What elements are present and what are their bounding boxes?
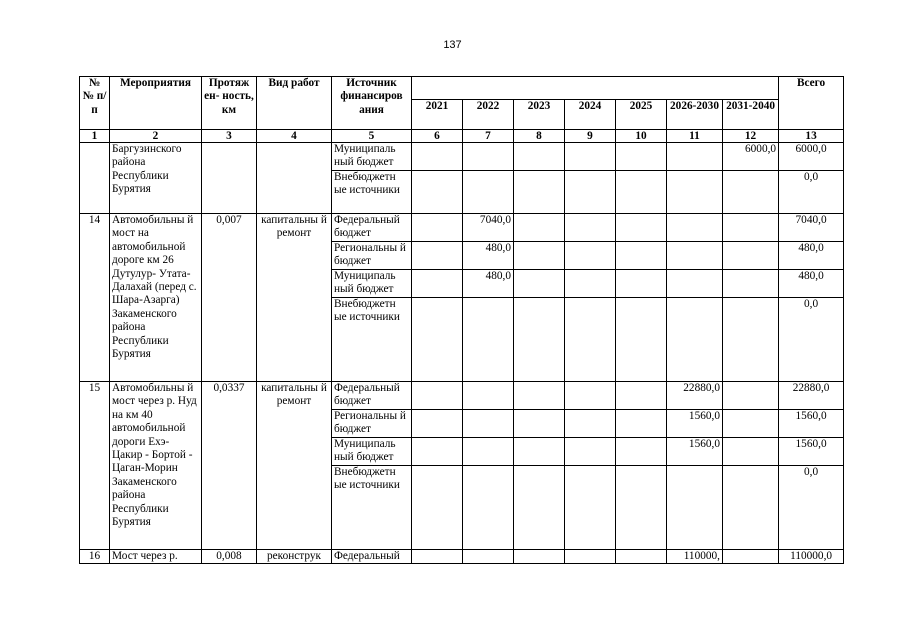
table-row (80, 550, 844, 564)
funding-source-cell: Муниципаль ный бюджет (332, 270, 412, 298)
header-work: Вид работ (257, 77, 332, 130)
value-cell (412, 171, 463, 214)
value-cell (412, 410, 463, 438)
value-cell (616, 214, 667, 242)
value-cell (514, 143, 565, 171)
value-cell (616, 171, 667, 214)
work-type-cell: капитальны й ремонт (257, 382, 332, 550)
value-cell (616, 550, 667, 564)
header-years-group (412, 77, 779, 100)
column-number: 8 (514, 130, 565, 143)
work-type-cell: реконструк (257, 550, 332, 564)
value-cell (667, 242, 723, 270)
value-cell (514, 270, 565, 298)
value-cell: 1560,0 (667, 438, 723, 466)
value-cell (463, 382, 514, 410)
column-number: 5 (332, 130, 412, 143)
value-cell (667, 466, 723, 550)
total-cell: 22880,0 (779, 382, 844, 410)
work-type-cell (257, 143, 332, 214)
value-cell (412, 382, 463, 410)
value-cell (463, 171, 514, 214)
header-event: Мероприятия (110, 77, 202, 130)
value-cell (463, 298, 514, 382)
value-cell (514, 466, 565, 550)
value-cell (412, 270, 463, 298)
value-cell (565, 214, 616, 242)
column-number: 3 (202, 130, 257, 143)
item-number-cell: 16 (80, 550, 110, 564)
header-source: Источник финансиров ания (332, 77, 412, 130)
value-cell: 480,0 (463, 242, 514, 270)
event-cell: Автомобильны й мост на автомобильной дороге км 26 Дутулур- Утата-Далахай (перед с. Шара-Азарга) Закаменского района Республики Бурятия (110, 214, 202, 382)
length-cell: 0,0337 (202, 382, 257, 550)
value-cell (616, 143, 667, 171)
value-cell (514, 171, 565, 214)
value-cell (514, 214, 565, 242)
value-cell (667, 214, 723, 242)
total-cell: 0,0 (779, 466, 844, 550)
value-cell (412, 143, 463, 171)
value-cell (514, 550, 565, 564)
funding-source-cell: Внебюджетн ые источники (332, 171, 412, 214)
value-cell (565, 438, 616, 466)
value-cell (463, 466, 514, 550)
funding-source-cell: Муниципаль ный бюджет (332, 438, 412, 466)
value-cell (514, 298, 565, 382)
header-year: 2025 (616, 100, 667, 130)
total-cell: 0,0 (779, 298, 844, 382)
total-cell: 110000,0 (779, 550, 844, 564)
value-cell (616, 410, 667, 438)
column-number: 11 (667, 130, 723, 143)
work-type-cell: капитальны й ремонт (257, 214, 332, 382)
event-cell: Автомобильны й мост через р. Нуд на км 40 автомобильной дороги Ехэ- Цакир - Бортой - Цаган-Морин Закаменского района Республики Бурятия (110, 382, 202, 550)
value-cell (723, 270, 779, 298)
funding-source-cell: Внебюджетн ые источники (332, 298, 412, 382)
value-cell (565, 171, 616, 214)
funding-source-cell: Региональны й бюджет (332, 410, 412, 438)
value-cell (514, 438, 565, 466)
value-cell (463, 438, 514, 466)
column-number-row (80, 130, 844, 143)
value-cell (723, 410, 779, 438)
value-cell (616, 242, 667, 270)
funding-source-cell: Федеральный бюджет (332, 214, 412, 242)
value-cell (412, 242, 463, 270)
value-cell (616, 382, 667, 410)
column-number: 12 (723, 130, 779, 143)
value-cell (463, 550, 514, 564)
total-cell: 480,0 (779, 242, 844, 270)
header-year: 2021 (412, 100, 463, 130)
length-cell: 0,008 (202, 550, 257, 564)
column-number: 2 (110, 130, 202, 143)
value-cell (514, 410, 565, 438)
column-number: 6 (412, 130, 463, 143)
header-year: 2023 (514, 100, 565, 130)
funding-source-cell: Региональны й бюджет (332, 242, 412, 270)
funding-source-cell: Внебюджетн ые источники (332, 466, 412, 550)
length-cell (202, 143, 257, 214)
table-body (80, 143, 844, 564)
value-cell (565, 298, 616, 382)
value-cell (514, 242, 565, 270)
header-row (80, 77, 844, 100)
value-cell (565, 466, 616, 550)
value-cell (565, 382, 616, 410)
value-cell (463, 410, 514, 438)
value-cell (565, 242, 616, 270)
item-number-cell (80, 143, 110, 214)
column-number: 7 (463, 130, 514, 143)
value-cell (463, 143, 514, 171)
table-row (80, 143, 844, 171)
value-cell (514, 382, 565, 410)
funding-source-cell: Федеральный бюджет (332, 382, 412, 410)
value-cell (667, 270, 723, 298)
value-cell (723, 382, 779, 410)
value-cell (667, 171, 723, 214)
column-number: 9 (565, 130, 616, 143)
header-year: 2022 (463, 100, 514, 130)
value-cell (723, 466, 779, 550)
value-cell: 7040,0 (463, 214, 514, 242)
value-cell (616, 270, 667, 298)
value-cell (616, 466, 667, 550)
header-total: Всего (779, 77, 844, 130)
value-cell (412, 466, 463, 550)
value-cell: 480,0 (463, 270, 514, 298)
page-number: 137 (443, 39, 462, 51)
value-cell (723, 550, 779, 564)
item-number-cell: 14 (80, 214, 110, 382)
value-cell (565, 410, 616, 438)
value-cell: 110000, (667, 550, 723, 564)
header-year: 2024 (565, 100, 616, 130)
funding-source-cell: Муниципаль ный бюджет (332, 143, 412, 171)
financing-table (79, 76, 844, 564)
value-cell: 22880,0 (667, 382, 723, 410)
value-cell (616, 438, 667, 466)
total-cell: 6000,0 (779, 143, 844, 171)
value-cell: 6000,0 (723, 143, 779, 171)
total-cell: 1560,0 (779, 438, 844, 466)
value-cell (723, 438, 779, 466)
table-row (80, 382, 844, 410)
value-cell (667, 143, 723, 171)
header-num: № № п/п (80, 77, 110, 130)
value-cell (565, 550, 616, 564)
value-cell (565, 270, 616, 298)
value-cell (412, 438, 463, 466)
value-cell (723, 214, 779, 242)
value-cell (723, 171, 779, 214)
item-number-cell: 15 (80, 382, 110, 550)
event-cell: Мост через р. (110, 550, 202, 564)
header-year: 2031-2040 (723, 100, 779, 130)
column-number: 10 (616, 130, 667, 143)
total-cell: 480,0 (779, 270, 844, 298)
value-cell (565, 143, 616, 171)
column-number: 4 (257, 130, 332, 143)
value-cell (667, 298, 723, 382)
value-cell (723, 298, 779, 382)
value-cell (412, 214, 463, 242)
total-cell: 0,0 (779, 171, 844, 214)
column-number: 13 (779, 130, 844, 143)
header-year: 2026-2030 (667, 100, 723, 130)
funding-source-cell: Федеральный (332, 550, 412, 564)
value-cell (723, 242, 779, 270)
total-cell: 7040,0 (779, 214, 844, 242)
value-cell: 1560,0 (667, 410, 723, 438)
value-cell (412, 550, 463, 564)
event-cell: Баргузинского района Республики Бурятия (110, 143, 202, 214)
header-length: Протяж ен- ность, км (202, 77, 257, 130)
value-cell (412, 298, 463, 382)
total-cell: 1560,0 (779, 410, 844, 438)
table-row (80, 214, 844, 242)
value-cell (616, 298, 667, 382)
length-cell: 0,007 (202, 214, 257, 382)
column-number: 1 (80, 130, 110, 143)
